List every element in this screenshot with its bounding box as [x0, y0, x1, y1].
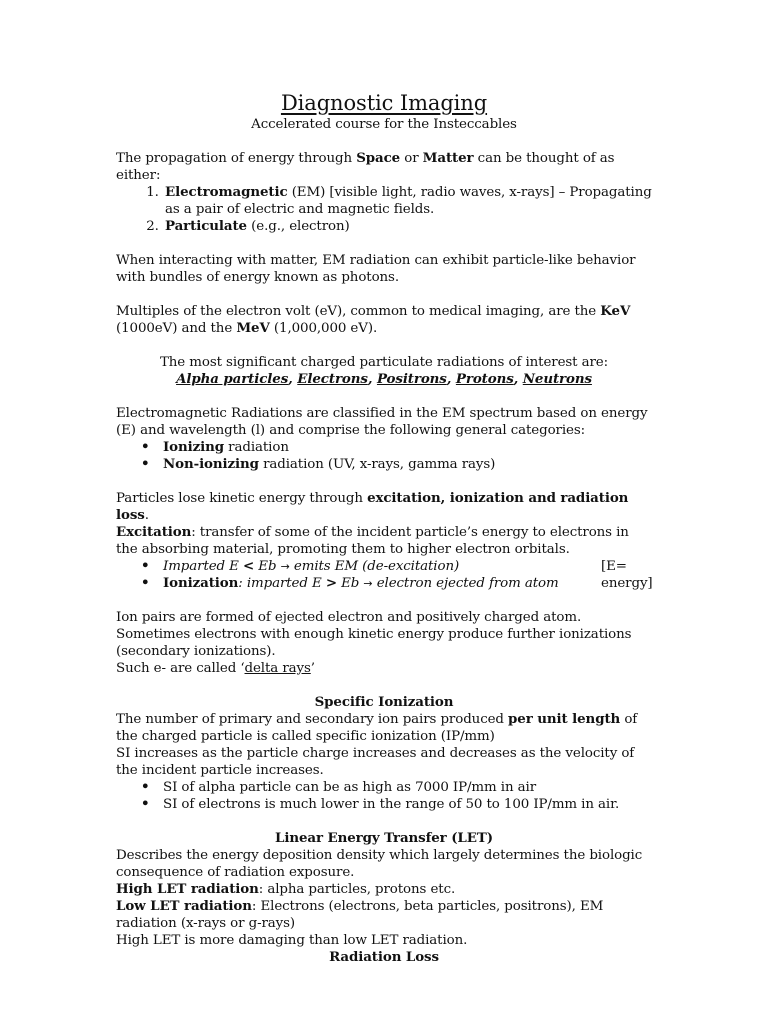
list-item: • SI of electrons is much lower in the range of 50 to 100 IP/mm in air.	[163, 796, 652, 813]
photons-paragraph: When interacting with matter, EM radiation can exhibit particle-like behavior with bundles of energy known as photons.	[116, 253, 636, 285]
particle-protons: Protons	[455, 371, 514, 387]
section-heading-let: Linear Energy Transfer (LET)	[275, 830, 493, 846]
list-item: 1. Electromagnetic (EM) [visible light, radio waves, x-rays] – Propagating as a pair of electric and magnetic fields.	[163, 184, 652, 218]
multiples-paragraph: Multiples of the electron volt (eV), common to medical imaging, are the KeV (1000eV) and the MeV (1,000,000 eV).	[116, 303, 631, 336]
secondary-ionization-line: Sometimes electrons with enough kinetic energy produce further ionizations (secondary ionizations).	[116, 627, 632, 659]
em-paragraph: Electromagnetic Radiations are classified in the EM spectrum based on energy (E) and wavelength (l) and comprise the following general categories:	[116, 406, 648, 438]
list-item: 2. Particulate (e.g., electron)	[163, 218, 652, 235]
intro-paragraph: The propagation of energy through Space or Matter can be thought of as either:	[116, 150, 615, 183]
list-item: • Imparted E < Eb → emits EM (de-excitation) [E= energy]	[163, 558, 652, 575]
section-heading-specific-ionization: Specific Ionization	[314, 694, 454, 710]
high-let-line: High LET radiation: alpha particles, protons etc.	[116, 881, 456, 897]
arrow-right-icon: →	[280, 560, 290, 573]
si-behavior: SI increases as the particle charge increases and decreases as the velocity of the incident particle increases.	[116, 746, 635, 778]
particle-neutrons: Neutrons	[522, 371, 592, 387]
arrow-right-icon: →	[363, 577, 373, 590]
ion-pairs-line: Ion pairs are formed of ejected electron and positively charged atom.	[116, 610, 582, 625]
si-examples-list	[116, 779, 652, 813]
charged-intro: The most significant charged particulate radiations of interest are:	[159, 355, 609, 370]
list-item: • SI of alpha particle can be as high as 7000 IP/mm in air	[163, 779, 652, 796]
energy-forms-list	[116, 184, 652, 235]
energy-note: [E= energy]	[601, 559, 653, 591]
section-heading-radiation-loss: Radiation Loss	[329, 949, 439, 965]
em-categories-list	[116, 439, 652, 473]
list-item: • Ionization: imparted E > Eb → electron ejected from atom	[163, 575, 652, 592]
page-subtitle: Accelerated course for the Insteccables	[251, 117, 517, 132]
let-comparison: High LET is more damaging than low LET radiation.	[116, 933, 468, 948]
delta-rays-line: Such e- are called ‘delta rays’	[116, 661, 315, 676]
let-definition: Describes the energy deposition density which largely determines the biologic consequence of radiation exposure.	[116, 848, 643, 880]
page-title: Diagnostic Imaging	[280, 91, 488, 115]
kinetic-paragraph: Particles lose kinetic energy through excitation, ionization and radiation loss.	[116, 490, 629, 523]
list-item: • Non-ionizing radiation (UV, x-rays, gamma rays)	[163, 456, 652, 473]
low-let-line: Low LET radiation: Electrons (electrons, beta particles, positrons), EM radiation (x-rays or g-rays)	[116, 898, 604, 931]
energy-transfer-list	[116, 558, 652, 592]
excitation-paragraph: Excitation: transfer of some of the incident particle’s energy to electrons in the absorbing material, promoting them to higher electron orbitals.	[116, 524, 629, 557]
list-item: • Ionizing radiation	[163, 439, 652, 456]
si-definition: The number of primary and secondary ion pairs produced per unit length of the charged particle is called specific ionization (IP/mm)	[116, 711, 638, 744]
particle-positrons: Positrons	[376, 371, 447, 387]
particle-electrons: Electrons	[297, 371, 368, 387]
particle-alpha: Alpha particles	[176, 371, 289, 387]
particle-types: Alpha particles, Electrons, Positrons, Protons, Neutrons	[176, 371, 592, 387]
